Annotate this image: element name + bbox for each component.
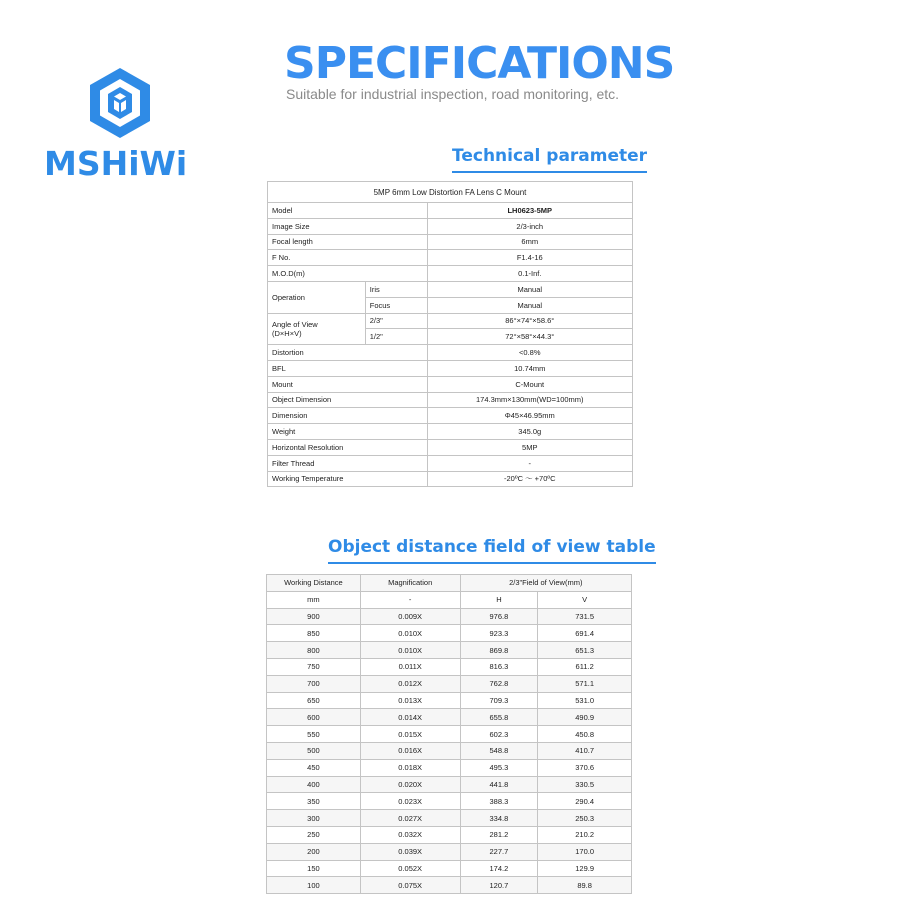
table-cell-mag: 0.011X	[360, 658, 460, 675]
spec-label: Filter Thread	[268, 455, 428, 471]
page-title: SPECIFICATIONS	[284, 38, 675, 89]
table-cell-v: 731.5	[538, 608, 632, 625]
unit-cell: V	[538, 591, 632, 608]
column-header: 2/3"Field of View(mm)	[460, 575, 631, 592]
table-cell-wd: 500	[267, 742, 361, 759]
table-cell-mag: 0.014X	[360, 709, 460, 726]
spec-label: Mount	[268, 376, 428, 392]
spec-value: 0.1-Inf.	[427, 266, 632, 282]
spec-value: C-Mount	[427, 376, 632, 392]
table-cell-v: 490.9	[538, 709, 632, 726]
table-units-row	[267, 591, 632, 608]
spec-table-title: 5MP 6mm Low Distortion FA Lens C Mount	[268, 182, 633, 203]
spec-value: F1.4-16	[427, 250, 632, 266]
table-cell-h: 762.8	[460, 675, 538, 692]
table-cell-wd: 900	[267, 608, 361, 625]
table-cell-mag: 0.020X	[360, 776, 460, 793]
table-cell-v: 250.3	[538, 810, 632, 827]
spec-label: Operation	[268, 281, 366, 313]
spec-label-angle	[268, 313, 366, 345]
table-row	[267, 675, 632, 692]
table-cell-mag: 0.075X	[360, 877, 460, 894]
table-row	[267, 793, 632, 810]
table-cell-v: 611.2	[538, 658, 632, 675]
spec-label: F No.	[268, 250, 428, 266]
table-cell-wd: 850	[267, 625, 361, 642]
spec-value: Manual	[427, 281, 632, 297]
table-row	[267, 776, 632, 793]
table-cell-wd: 750	[267, 658, 361, 675]
table-row	[268, 182, 633, 203]
table-cell-h: 655.8	[460, 709, 538, 726]
table-row	[268, 360, 633, 376]
table-cell-v: 531.0	[538, 692, 632, 709]
table-row	[268, 471, 633, 487]
table-cell-h: 602.3	[460, 726, 538, 743]
table-cell-v: 290.4	[538, 793, 632, 810]
page-subtitle: Suitable for industrial inspection, road monitoring, etc.	[286, 86, 620, 102]
table-row	[267, 692, 632, 709]
table-row	[267, 843, 632, 860]
unit-cell: mm	[267, 591, 361, 608]
table-cell-v: 651.3	[538, 642, 632, 659]
spec-value: <0.8%	[427, 345, 632, 361]
fov-table-heading	[328, 537, 656, 557]
spec-value: 345.0g	[427, 424, 632, 440]
table-row	[268, 266, 633, 282]
spec-label: Distortion	[268, 345, 428, 361]
spec-sublabel: 1/2"	[365, 329, 427, 345]
table-row	[267, 709, 632, 726]
table-row	[267, 759, 632, 776]
table-cell-wd: 450	[267, 759, 361, 776]
unit-cell: -	[360, 591, 460, 608]
table-row	[267, 608, 632, 625]
spec-label: Weight	[268, 424, 428, 440]
table-cell-h: 548.8	[460, 742, 538, 759]
spec-label: M.O.D(m)	[268, 266, 428, 282]
table-cell-mag: 0.010X	[360, 642, 460, 659]
table-cell-h: 923.3	[460, 625, 538, 642]
table-cell-mag: 0.032X	[360, 826, 460, 843]
table-cell-mag: 0.027X	[360, 810, 460, 827]
table-row	[267, 877, 632, 894]
fov-table	[266, 574, 632, 894]
table-cell-h: 869.8	[460, 642, 538, 659]
table-row	[268, 203, 633, 219]
table-cell-h: 495.3	[460, 759, 538, 776]
table-row	[268, 455, 633, 471]
unit-cell: H	[460, 591, 538, 608]
fov-table-heading-text: Object distance field of view table	[328, 537, 656, 557]
table-cell-wd: 200	[267, 843, 361, 860]
table-cell-v: 450.8	[538, 726, 632, 743]
spec-sublabel: Iris	[365, 281, 427, 297]
table-cell-v: 89.8	[538, 877, 632, 894]
spec-value: 72°×58°×44.3°	[427, 329, 632, 345]
table-row	[268, 281, 633, 297]
table-cell-wd: 300	[267, 810, 361, 827]
table-cell-wd: 700	[267, 675, 361, 692]
angle-label-line1: Angle of View	[272, 319, 318, 329]
spec-value: 10.74mm	[427, 360, 632, 376]
table-cell-h: 976.8	[460, 608, 538, 625]
table-cell-wd: 600	[267, 709, 361, 726]
table-row	[268, 250, 633, 266]
table-row	[267, 860, 632, 877]
spec-value: 2/3-inch	[427, 218, 632, 234]
table-cell-h: 174.2	[460, 860, 538, 877]
spec-value: 6mm	[427, 234, 632, 250]
table-cell-v: 691.4	[538, 625, 632, 642]
spec-value: -	[427, 455, 632, 471]
spec-value: 174.3mm×130mm(WD=100mm)	[427, 392, 632, 408]
cube-logo-icon	[86, 66, 154, 140]
technical-parameter-heading	[452, 146, 647, 166]
table-cell-mag: 0.012X	[360, 675, 460, 692]
table-cell-v: 410.7	[538, 742, 632, 759]
spec-sublabel: 2/3"	[365, 313, 427, 329]
table-cell-mag: 0.023X	[360, 793, 460, 810]
table-cell-wd: 100	[267, 877, 361, 894]
spec-label: Model	[268, 203, 428, 219]
spec-label: Dimension	[268, 408, 428, 424]
table-cell-wd: 150	[267, 860, 361, 877]
table-cell-v: 370.6	[538, 759, 632, 776]
table-row	[268, 345, 633, 361]
table-row	[267, 658, 632, 675]
spec-label: Object Dimension	[268, 392, 428, 408]
spec-label: Horizontal Resolution	[268, 439, 428, 455]
table-cell-wd: 250	[267, 826, 361, 843]
table-row	[268, 376, 633, 392]
spec-label: Working Temperature	[268, 471, 428, 487]
table-cell-wd: 800	[267, 642, 361, 659]
table-cell-wd: 350	[267, 793, 361, 810]
table-row	[268, 392, 633, 408]
spec-table	[267, 181, 633, 487]
spec-sublabel: Focus	[365, 297, 427, 313]
technical-parameter-heading-text: Technical parameter	[452, 146, 648, 166]
spec-value: Manual	[427, 297, 632, 313]
table-row	[268, 234, 633, 250]
table-cell-wd: 550	[267, 726, 361, 743]
spec-label: Image Size	[268, 218, 428, 234]
spec-value: -20ºC ～ +70ºC	[427, 471, 632, 487]
table-row	[267, 726, 632, 743]
table-cell-mag: 0.015X	[360, 726, 460, 743]
column-header: Magnification	[360, 575, 460, 592]
spec-value: Φ45×46.95mm	[427, 408, 632, 424]
brand-name: MSHiWi	[44, 144, 188, 183]
table-cell-v: 210.2	[538, 826, 632, 843]
spec-label: BFL	[268, 360, 428, 376]
table-cell-h: 334.8	[460, 810, 538, 827]
table-cell-wd: 400	[267, 776, 361, 793]
heading-underline	[328, 562, 656, 564]
table-row	[268, 408, 633, 424]
table-cell-mag: 0.018X	[360, 759, 460, 776]
table-cell-v: 330.5	[538, 776, 632, 793]
spec-value: 5MP	[427, 439, 632, 455]
table-row	[267, 642, 632, 659]
spec-value: 86°×74°×58.6°	[427, 313, 632, 329]
column-header: Working Distance	[267, 575, 361, 592]
table-cell-v: 571.1	[538, 675, 632, 692]
table-cell-h: 709.3	[460, 692, 538, 709]
angle-label-line2: (D×H×V)	[272, 328, 302, 338]
table-cell-v: 170.0	[538, 843, 632, 860]
table-cell-h: 227.7	[460, 843, 538, 860]
table-cell-h: 120.7	[460, 877, 538, 894]
table-cell-v: 129.9	[538, 860, 632, 877]
table-cell-mag: 0.039X	[360, 843, 460, 860]
table-cell-h: 281.2	[460, 826, 538, 843]
table-row	[267, 742, 632, 759]
table-cell-h: 816.3	[460, 658, 538, 675]
table-row	[268, 313, 633, 329]
table-cell-wd: 650	[267, 692, 361, 709]
heading-underline	[452, 171, 647, 173]
table-row	[267, 625, 632, 642]
table-row	[267, 810, 632, 827]
table-cell-mag: 0.052X	[360, 860, 460, 877]
table-cell-mag: 0.010X	[360, 625, 460, 642]
table-cell-h: 388.3	[460, 793, 538, 810]
table-row	[267, 826, 632, 843]
table-header-row	[267, 575, 632, 592]
spec-label: Focal length	[268, 234, 428, 250]
spec-value: LH0623-5MP	[427, 203, 632, 219]
table-row	[268, 218, 633, 234]
table-row	[268, 439, 633, 455]
table-cell-h: 441.8	[460, 776, 538, 793]
table-row	[268, 424, 633, 440]
table-cell-mag: 0.016X	[360, 742, 460, 759]
table-cell-mag: 0.009X	[360, 608, 460, 625]
table-cell-mag: 0.013X	[360, 692, 460, 709]
